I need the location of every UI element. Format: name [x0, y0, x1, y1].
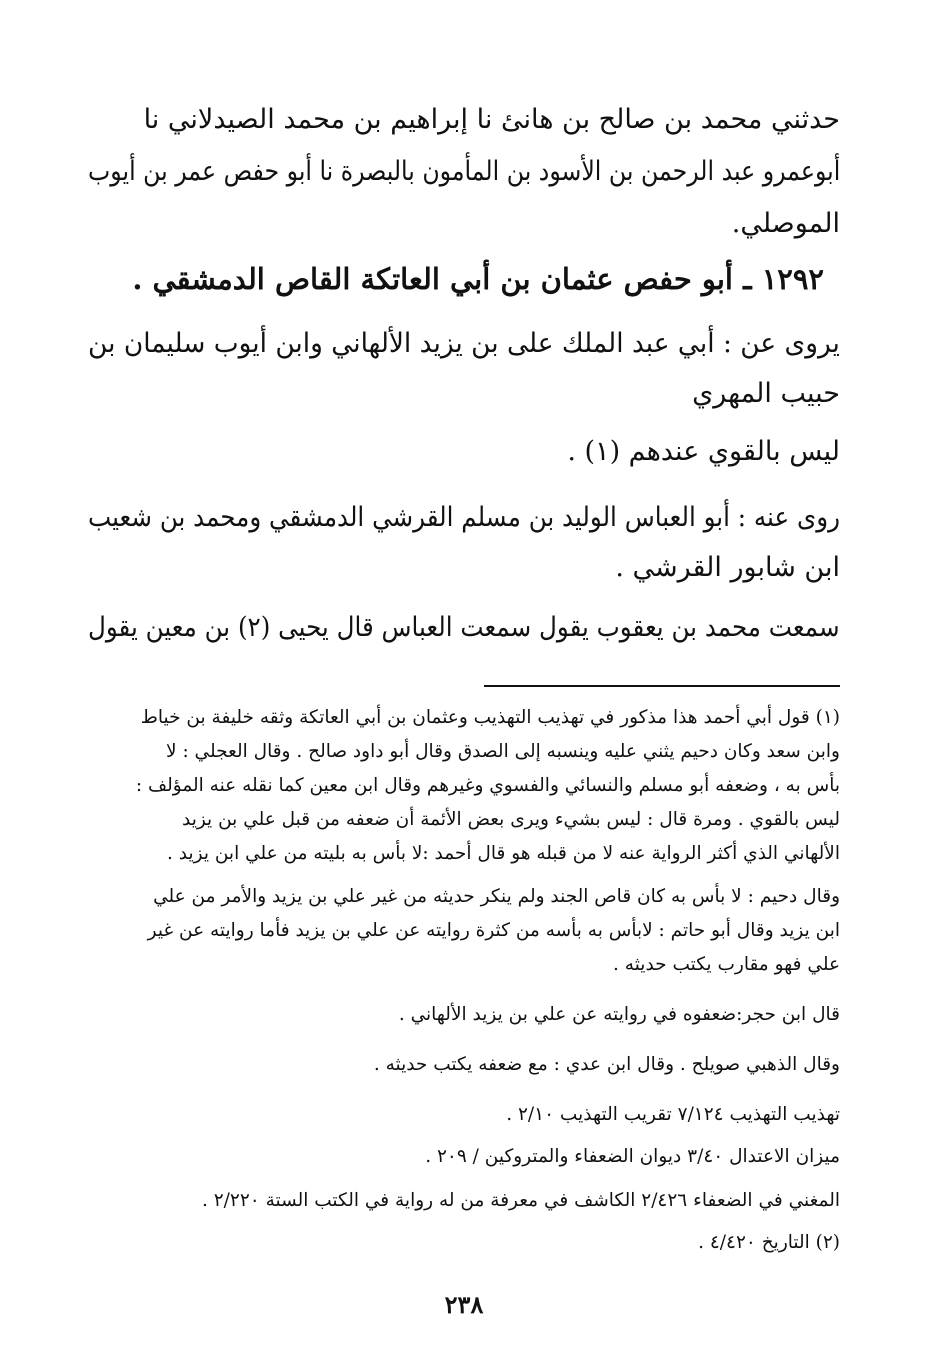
footnote-line: وقال الذهبي صويلح . وقال ابن عدي : مع ضعفه يكتب حديثه .	[373, 1054, 840, 1075]
footnote-line: (٢) التاريخ ٤/٤٢٠ .	[698, 1232, 840, 1253]
footnote-line: (١) قول أبي أحمد هذا مذكور في تهذيب التهذيب وعثمان بن أبي العاتكة وثقه خليفة بن خياط	[140, 707, 840, 728]
body-line: ليس بالقوي عندهم (١) .	[567, 436, 840, 467]
body-line: ابن شابور القرشي .	[615, 552, 840, 583]
body-line: حدثني محمد بن صالح بن هانئ نا إبراهيم بن محمد الصيدلاني نا	[143, 104, 840, 135]
footnote-line: المغني في الضعفاء ٢/٤٢٦ الكاشف في معرفة من له رواية في الكتب الستة ٢/٢٢٠ .	[201, 1190, 840, 1211]
body-line: سمعت محمد بن يعقوب يقول سمعت العباس قال يحيى (٢) بن معين يقول	[88, 612, 840, 643]
body-line: حبيب المهري	[692, 378, 840, 409]
footnote-line: ابن يزيد وقال أبو حاتم : لابأس به بأسه من كثرة روايته عن علي بن يزيد فأما روايته عن غير	[147, 920, 840, 941]
footnote-line: الألهاني الذي أكثر الرواية عنه لا من قبله هو قال أحمد :لا بأس به بليته من علي ابن يزيد .	[166, 843, 840, 864]
footnote-line: وقال دحيم : لا بأس به كان قاص الجند ولم ينكر حديثه من غير علي بن يزيد والأمر من علي	[153, 886, 840, 907]
footnote-line: علي فهو مقارب يكتب حديثه .	[613, 954, 840, 975]
body-line: يروى عن : أبي عبد الملك على بن يزيد الألهاني وابن أيوب سليمان بن	[88, 328, 840, 359]
body-line: أبوعمرو عبد الرحمن بن الأسود بن المأمون بالبصرة نا أبو حفص عمر بن أيوب	[87, 156, 840, 187]
body-line: روى عنه : أبو العباس الوليد بن مسلم القرشي الدمشقي ومحمد بن شعيب	[88, 502, 840, 533]
footnote-line: قال ابن حجر:ضعفوه في روايته عن علي بن يزيد الألهاني .	[398, 1004, 840, 1025]
entry-heading: ١٢٩٢ ـ أبو حفص عثمان بن أبي العاتكة القاص الدمشقي .	[132, 262, 824, 296]
footnote-line: تهذيب التهذيب ٧/١٢٤ تقريب التهذيب ٢/١٠ .	[506, 1104, 840, 1125]
footnote-line: وابن سعد وكان دحيم يثني عليه وينسبه إلى الصدق وقال أبو داود صالح . وقال العجلي : لا	[166, 741, 840, 762]
body-line: الموصلي.	[731, 208, 840, 239]
footnote-line: بأس به ، وضعفه أبو مسلم والنسائي والفسوي وغيرهم وقال ابن معين كما نقله عنه المؤلف :	[135, 775, 840, 796]
page-number: ٢٣٨	[444, 1290, 484, 1319]
footnote-line: ميزان الاعتدال ٣/٤٠ ديوان الضعفاء والمتروكين / ٢٠٩ .	[425, 1146, 840, 1167]
footnote-divider	[484, 685, 840, 687]
footnote-line: ليس بالقوي . ومرة قال : ليس بشيء ويرى بعض الأئمة أن ضعفه من قبل علي بن يزيد	[181, 809, 840, 830]
